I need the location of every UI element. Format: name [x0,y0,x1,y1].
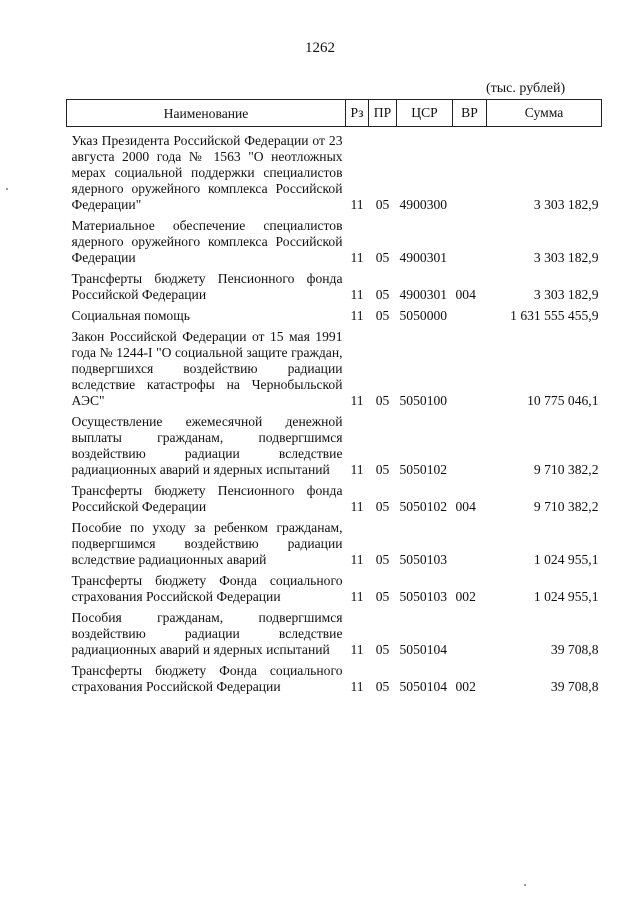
row-vr [453,303,487,324]
row-name: Закон Российской Федерации от 15 мая 1991 года № 1244-I "О социальной защите граждан, подвергшихся воздействию радиации вследствие катастрофы на Чернобыльской АЭС" [71,329,343,408]
header-rz: Рз [346,100,369,127]
row-pr: 05 [375,499,390,514]
row-csr: 5050100 [399,393,448,408]
row-vr: 004 [455,287,476,302]
row-pr: 05 [375,462,390,477]
row-name: Трансферты бюджету Фонда социального страхования Российской Федерации [71,663,343,694]
row-pr: 05 [375,250,390,265]
table-row [67,478,602,515]
row-vr: 002 [455,589,476,604]
row-pr: 05 [375,393,390,408]
row-pr: 05 [375,287,390,302]
row-name: Материальное обеспечение специалистов ядерного оружейного комплекса Российской Федерации [71,218,343,265]
table-row [67,127,602,214]
table-row [67,303,602,324]
table-row [67,266,602,303]
scan-speck-mark [6,188,8,190]
row-csr: 5050000 [399,308,448,323]
row-vr [453,213,487,266]
row-name: Осуществление ежемесячной денежной выплаты гражданам, подвергшимся воздействию радиации вследствие радиационных аварий и ядерных испытаний [71,414,343,477]
row-vr [453,409,487,478]
row-rz: 11 [350,250,364,265]
row-sum: 9 710 382,2 [533,462,599,477]
row-csr: 4900301 [399,287,448,302]
row-rz: 11 [350,679,364,694]
row-pr: 05 [375,308,390,323]
header-sum: Сумма [487,100,602,127]
row-name: Указ Президента Российской Федерации от 23 августа 2000 года № 1563 "О неотложных мерах социальной поддержки специалистов ядерного оружейного комплекса Российской Федерации" [71,133,343,212]
row-sum: 10 775 046,1 [527,393,599,408]
page-number: 1262 [305,40,335,56]
row-csr: 5050102 [399,462,448,477]
row-sum: 1 024 955,1 [533,552,599,567]
row-sum: 9 710 382,2 [533,499,599,514]
row-vr [453,605,487,658]
row-csr: 5050104 [399,679,448,694]
units-label: (тыс. рублей) [486,81,566,96]
table-row [67,658,602,695]
row-pr: 05 [375,642,390,657]
row-pr: 05 [375,552,390,567]
table-row [67,568,602,605]
header-pr: ПР [369,100,397,127]
row-rz: 11 [350,197,364,212]
row-sum: 3 303 182,9 [533,197,599,212]
row-name: Трансферты бюджету Фонда социального страхования Российской Федерации [71,573,343,604]
table-row [67,605,602,658]
row-sum: 1 024 955,1 [533,589,599,604]
row-sum: 39 708,8 [550,642,599,657]
row-sum: 3 303 182,9 [533,287,599,302]
header-name: Наименование [67,100,346,127]
row-pr: 05 [375,589,390,604]
row-vr [453,515,487,568]
row-name: Пособие по уходу за ребенком гражданам, подвергшимся воздействию радиации вследствие радиационных аварий [71,520,343,567]
header-csr: ЦСР [397,100,453,127]
row-name: Трансферты бюджету Пенсионного фонда Российской Федерации [71,483,343,514]
row-vr: 002 [455,679,476,694]
row-rz: 11 [350,499,364,514]
row-rz: 11 [350,589,364,604]
row-vr [453,127,487,214]
row-vr: 004 [455,499,476,514]
row-name: Трансферты бюджету Пенсионного фонда Российской Федерации [71,271,343,302]
row-sum: 1 631 555 455,9 [510,308,599,323]
row-rz: 11 [350,642,364,657]
table-row [67,515,602,568]
row-rz: 11 [350,393,364,408]
row-csr: 5050103 [399,552,448,567]
row-pr: 05 [375,197,390,212]
row-csr: 5050103 [399,589,448,604]
scan-speck-mark [524,884,526,886]
row-sum: 39 708,8 [550,679,599,694]
table-row [67,324,602,409]
row-name: Пособия гражданам, подвергшимся воздействию радиации вследствие радиационных аварий и ядерных испытаний [71,610,343,657]
row-name: Социальная помощь [71,308,190,323]
table-row [67,213,602,266]
row-csr: 5050104 [399,642,448,657]
row-vr [453,324,487,409]
row-rz: 11 [350,462,364,477]
row-sum: 3 303 182,9 [533,250,599,265]
row-csr: 4900300 [399,197,448,212]
row-pr: 05 [375,679,390,694]
table-header-row [67,100,602,127]
table-row [67,409,602,478]
row-rz: 11 [350,308,364,323]
header-vr: ВР [453,100,487,127]
row-csr: 5050102 [399,499,448,514]
row-rz: 11 [350,287,364,302]
budget-table [66,99,602,695]
row-csr: 4900301 [399,250,448,265]
row-rz: 11 [350,552,364,567]
